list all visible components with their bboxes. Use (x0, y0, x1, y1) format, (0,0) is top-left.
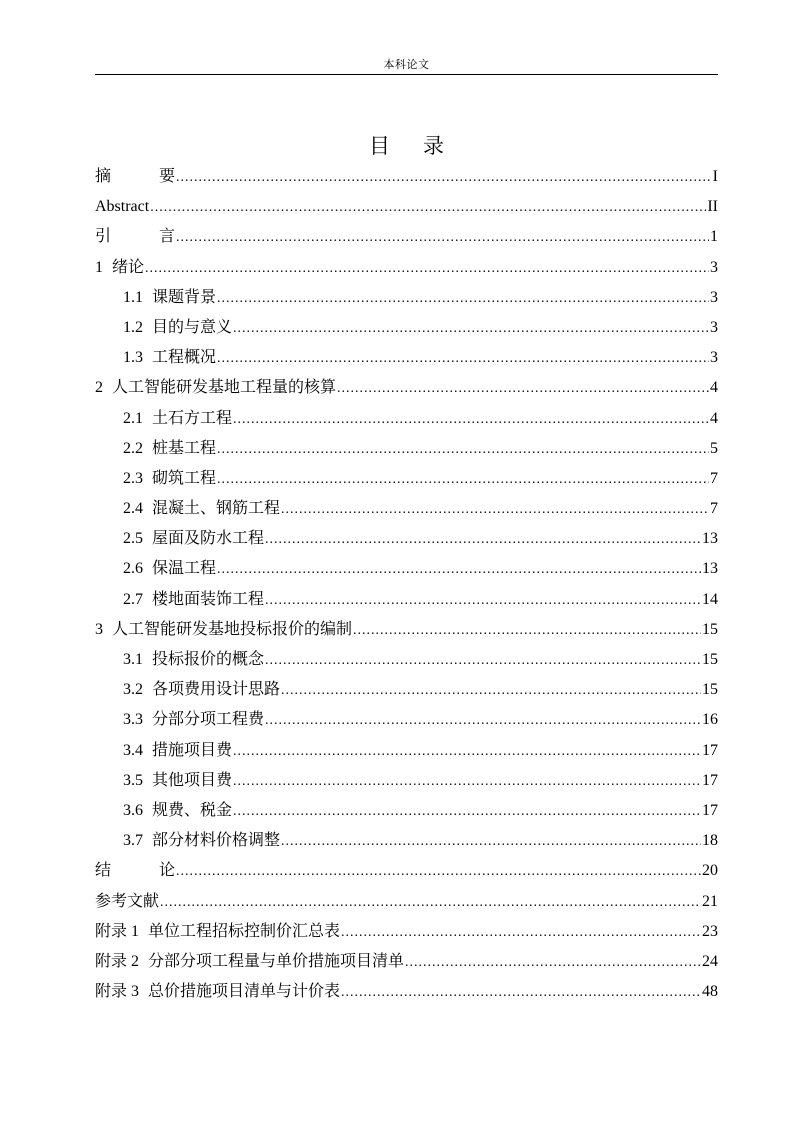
toc-page-number: 17 (702, 741, 718, 759)
toc-page-number: 18 (702, 832, 718, 850)
toc-entry-section-3-3[interactable] (95, 705, 718, 735)
toc-entry-chapter-3[interactable] (95, 615, 718, 645)
toc-page-number: 4 (710, 379, 718, 397)
dot-leader (281, 676, 701, 706)
toc-entry-section-1-1[interactable] (95, 283, 718, 313)
toc-page-number: 7 (710, 500, 718, 518)
toc-entry-label: 引 言 (95, 228, 176, 246)
toc-entry-section-2-7[interactable] (95, 585, 718, 615)
toc-entry-label: 2 人工智能研发基地工程量的核算 (95, 379, 337, 397)
toc-entry-label: 附录 3 总价措施项目清单与计价表 (95, 983, 341, 1001)
toc-entry-appendix-3[interactable] (95, 977, 718, 1007)
toc-page-number: 17 (702, 771, 718, 789)
toc-entry-label: 3.1 投标报价的概念 (123, 651, 265, 668)
toc-page-number: 15 (702, 620, 718, 638)
dot-leader (353, 616, 701, 646)
toc-entry-label: 3.4 措施项目费 (123, 741, 233, 759)
toc-entry-label: 3.3 分部分项工程费 (123, 711, 265, 729)
toc-page-number: 5 (710, 439, 718, 457)
toc-page-number: 7 (710, 469, 718, 487)
header-divider (95, 74, 718, 75)
toc-entry-label: 2.4 混凝土、钢筋工程 (123, 500, 281, 518)
toc-title-char-2: 录 (423, 134, 444, 158)
toc-entry-abstract-en[interactable] (95, 192, 718, 222)
toc-page-number: 20 (702, 862, 718, 880)
toc-page-number: 15 (702, 651, 718, 668)
toc-entry-introduction[interactable] (95, 222, 718, 252)
toc-entry-label: 3.6 规费、税金 (123, 801, 233, 819)
toc-entry-label: 参考文献 (95, 892, 160, 910)
toc-entry-section-2-4[interactable] (95, 494, 718, 524)
dot-leader (217, 465, 709, 495)
toc-page-number: 1 (710, 228, 718, 246)
toc-entry-label: 2.5 屋面及防水工程 (123, 530, 265, 548)
toc-page-number: 13 (702, 530, 718, 548)
toc-entry-section-2-1[interactable] (95, 404, 718, 434)
toc-page-number: 3 (710, 318, 718, 336)
toc-entry-label: 2.2 桩基工程 (123, 439, 217, 457)
toc-entry-section-2-5[interactable] (95, 524, 718, 554)
toc-entry-section-2-2[interactable] (95, 434, 718, 464)
toc-entry-label: 3 人工智能研发基地投标报价的编制 (95, 620, 353, 638)
toc-page-number: 21 (702, 892, 718, 910)
toc-page-number: 23 (702, 922, 718, 940)
toc-page-number: 3 (710, 258, 718, 276)
toc-page-number: 13 (702, 560, 718, 578)
toc-entry-label: 2.1 土石方工程 (123, 409, 233, 427)
dot-leader (265, 646, 701, 676)
dot-leader (265, 706, 701, 736)
toc-entry-section-2-6[interactable] (95, 554, 718, 584)
toc-entry-section-3-2[interactable] (95, 675, 718, 705)
toc-entry-label: Abstract (95, 198, 150, 216)
toc-entry-section-1-2[interactable] (95, 313, 718, 343)
toc-entry-section-3-6[interactable] (95, 796, 718, 826)
toc-page-number: 16 (702, 711, 718, 729)
toc-page-number: 4 (710, 409, 718, 427)
toc-entry-label: 2.7 楼地面装饰工程 (123, 590, 265, 608)
toc-entry-section-1-3[interactable] (95, 343, 718, 373)
toc-entry-label: 结 论 (95, 862, 176, 880)
dot-leader (233, 797, 701, 827)
toc-entry-label: 1.1 课题背景 (123, 288, 217, 306)
table-of-contents (95, 162, 718, 1007)
dot-leader (160, 888, 701, 918)
dot-leader (405, 948, 701, 978)
toc-entry-chapter-1[interactable] (95, 253, 718, 283)
toc-entry-section-2-3[interactable] (95, 464, 718, 494)
dot-leader (217, 284, 709, 314)
dot-leader (217, 344, 709, 374)
toc-entry-section-3-4[interactable] (95, 736, 718, 766)
dot-leader (145, 254, 709, 284)
dot-leader (233, 737, 701, 767)
toc-entry-references[interactable] (95, 887, 718, 917)
toc-page-number: II (707, 198, 718, 216)
toc-page-number: 3 (710, 288, 718, 306)
dot-leader (217, 555, 701, 585)
dot-leader (341, 918, 701, 948)
toc-entry-label: 附录 2 分部分项工程量与单价措施项目清单 (95, 952, 405, 970)
toc-entry-chapter-2[interactable] (95, 373, 718, 403)
dot-leader (233, 405, 709, 435)
toc-entry-label: 3.5 其他项目费 (123, 771, 233, 789)
toc-title-char-1: 目 (369, 134, 390, 158)
toc-entry-label: 1.3 工程概况 (123, 349, 217, 367)
dot-leader (337, 374, 709, 404)
toc-page-number: 48 (702, 983, 718, 1001)
toc-entry-appendix-1[interactable] (95, 917, 718, 947)
toc-page-number: 24 (702, 952, 718, 970)
toc-entry-label: 1.2 目的与意义 (123, 318, 233, 336)
toc-page-number: 15 (702, 681, 718, 699)
dot-leader (176, 163, 712, 193)
toc-page-number: 3 (710, 349, 718, 367)
toc-page-number: 14 (702, 590, 718, 608)
toc-entry-label: 摘 要 (95, 168, 176, 185)
dot-leader (176, 857, 701, 887)
dot-leader (217, 435, 709, 465)
toc-entry-label: 2.3 砌筑工程 (123, 469, 217, 487)
toc-page-number: 17 (702, 801, 718, 819)
dot-leader (265, 586, 701, 616)
dot-leader (233, 314, 709, 344)
dot-leader (150, 193, 706, 223)
toc-entry-section-3-5[interactable] (95, 766, 718, 796)
dot-leader (281, 827, 701, 857)
toc-entry-label: 3.7 部分材料价格调整 (123, 832, 281, 850)
toc-entry-label: 3.2 各项费用设计思路 (123, 681, 281, 699)
toc-title (0, 130, 793, 160)
dot-leader (265, 525, 701, 555)
dot-leader (281, 495, 709, 525)
toc-entry-section-3-7[interactable] (95, 826, 718, 856)
running-header: 本科论文 (383, 59, 430, 71)
toc-entry-label: 2.6 保温工程 (123, 560, 217, 578)
dot-leader (233, 767, 701, 797)
toc-page-number: I (712, 168, 718, 185)
dot-leader (341, 978, 701, 1008)
toc-entry-section-3-1[interactable] (95, 645, 718, 675)
toc-entry-label: 附录 1 单位工程招标控制价汇总表 (95, 922, 341, 940)
dot-leader (176, 223, 709, 253)
toc-entry-appendix-2[interactable] (95, 947, 718, 977)
toc-entry-abstract-cn[interactable] (95, 162, 718, 192)
toc-entry-label: 1 绪论 (95, 258, 145, 276)
toc-entry-conclusion[interactable] (95, 856, 718, 886)
